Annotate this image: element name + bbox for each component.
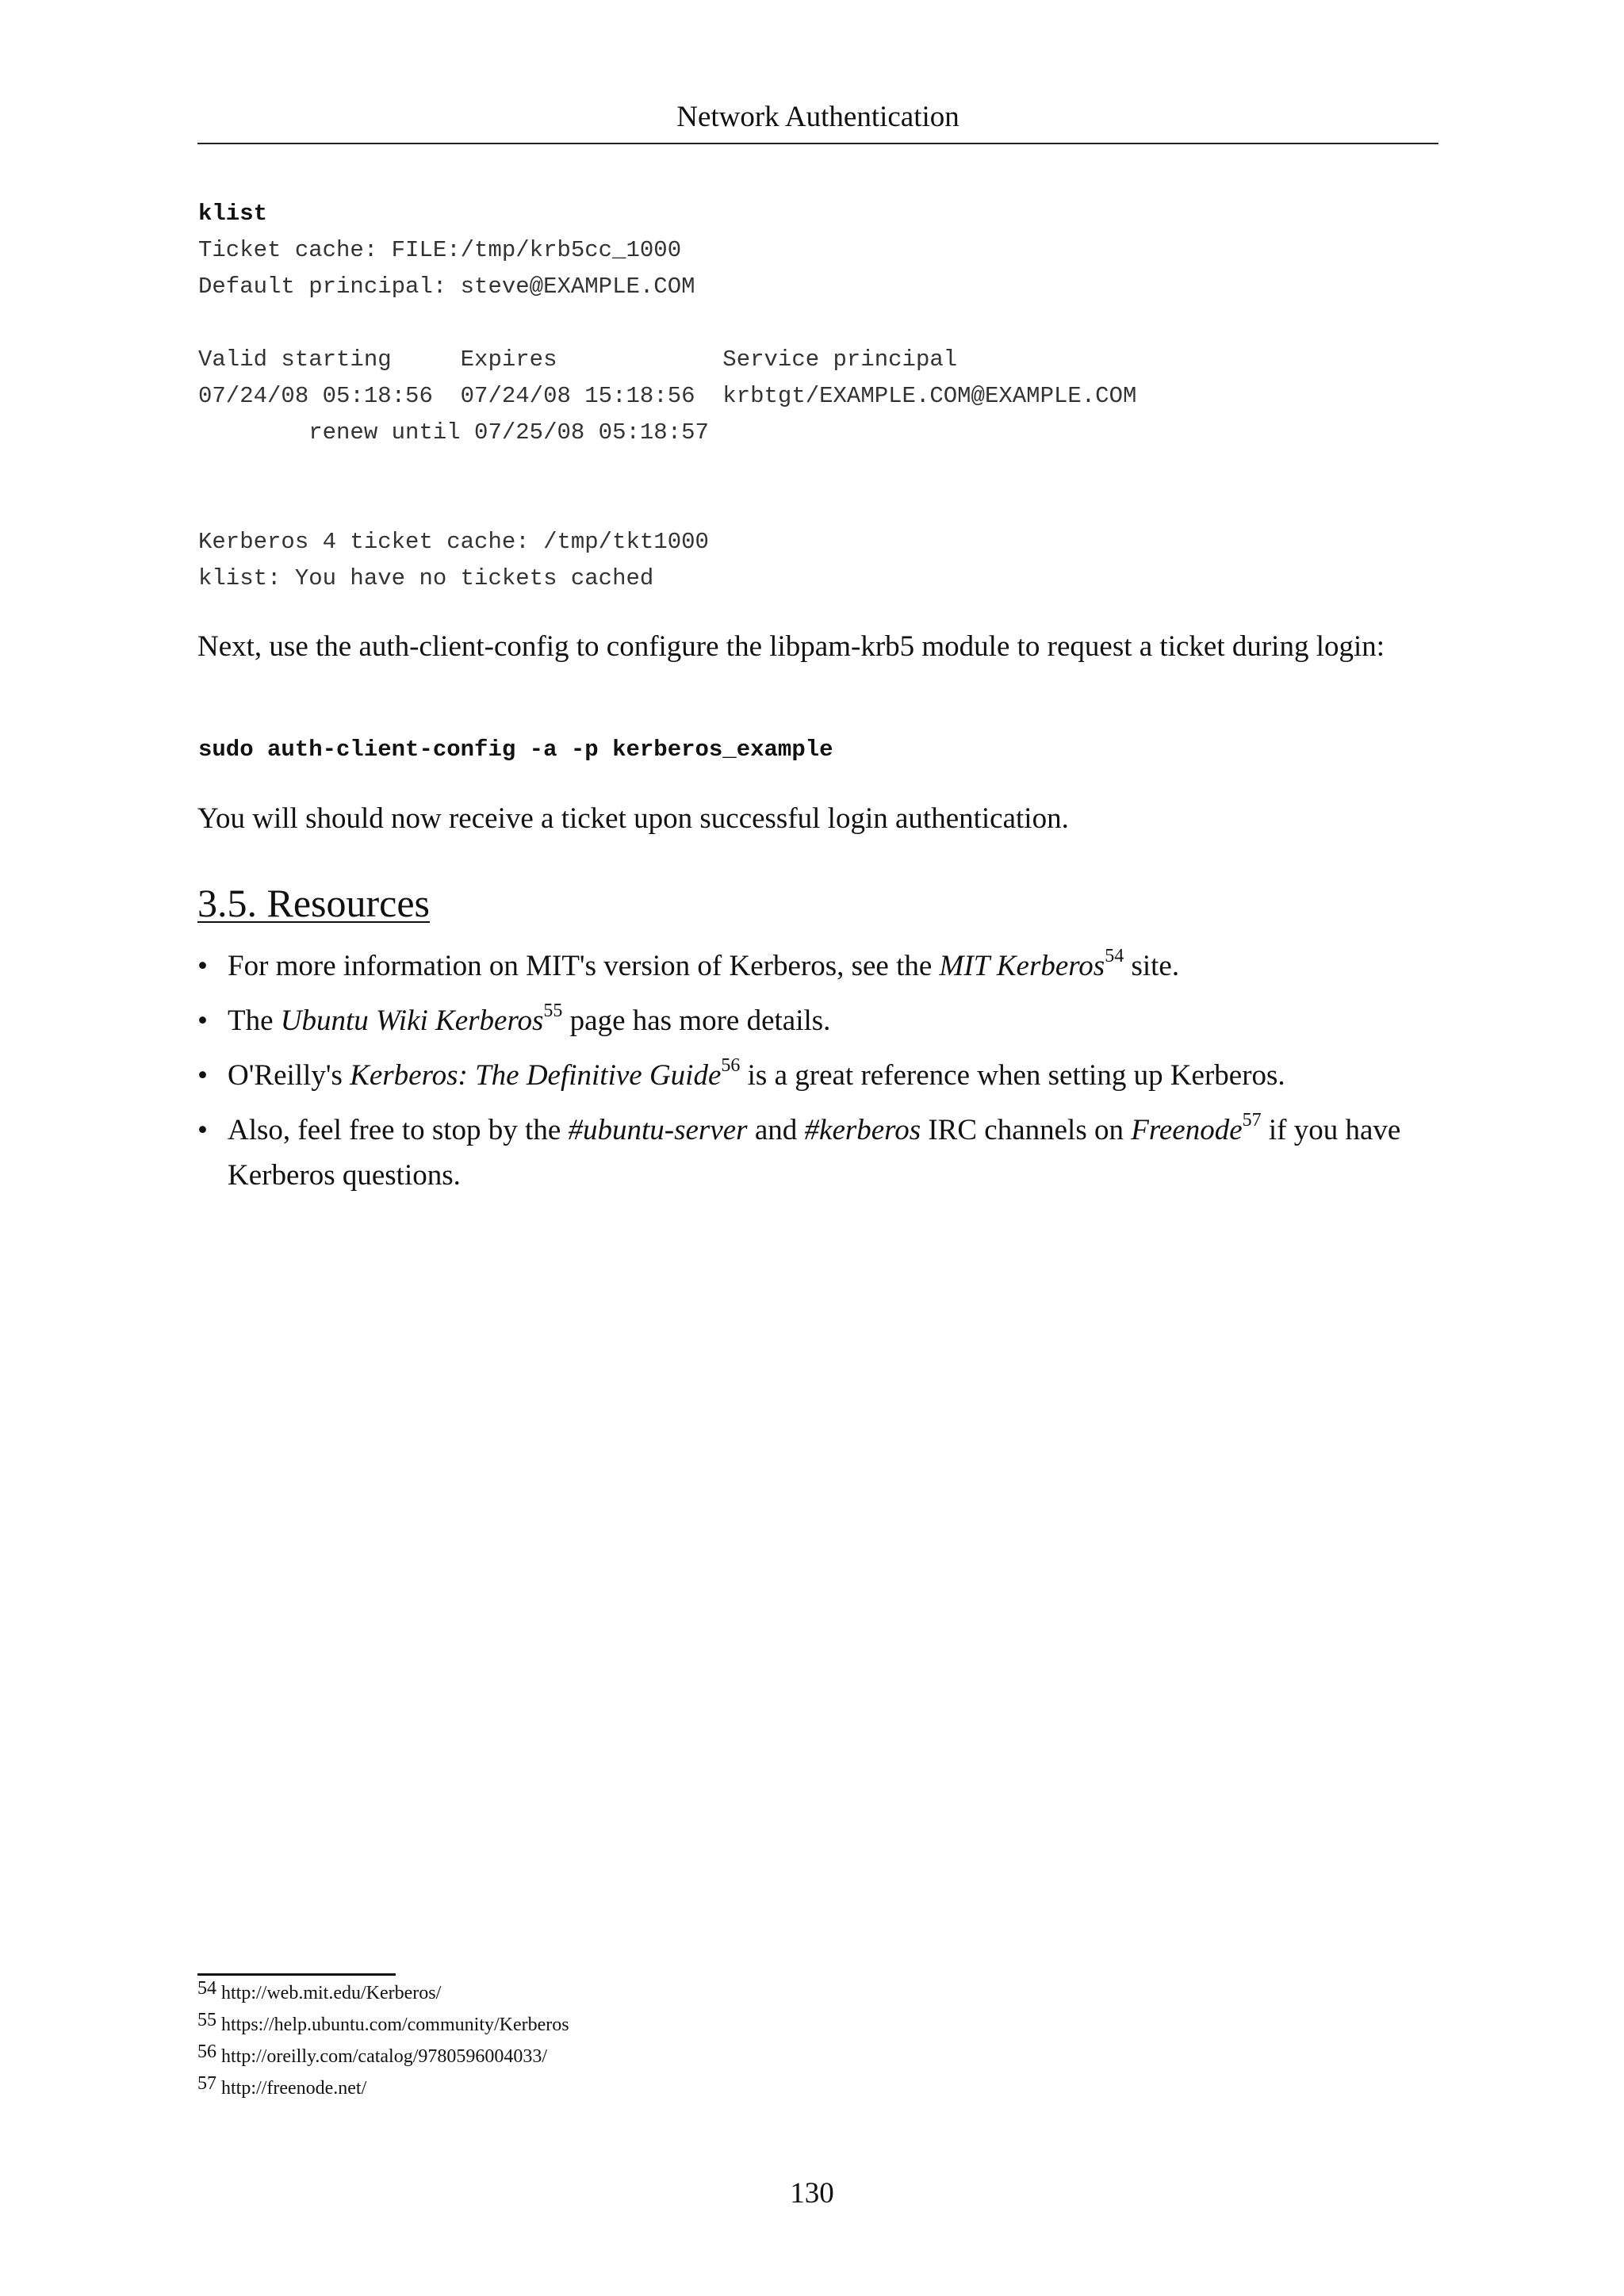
footnote — [197, 2041, 547, 2072]
code-line: Default principal: steve@EXAMPLE.COM — [198, 274, 695, 300]
footnote-url[interactable]: http://freenode.net/ — [221, 2078, 367, 2099]
code-line: 07/24/08 05:18:56 07/24/08 15:18:56 krbtgt/EXAMPLE.COM@EXAMPLE.COM — [198, 383, 1137, 409]
bullet-dot: • — [197, 1004, 208, 1037]
running-header: Network Authentication — [676, 101, 959, 133]
footnote-url[interactable]: https://help.ubuntu.com/community/Kerberos — [221, 2015, 569, 2035]
footnote-url[interactable]: http://oreilly.com/catalog/9780596004033/ — [221, 2046, 548, 2067]
footnote-ref[interactable]: 56 — [721, 1054, 741, 1076]
list-item-text: For more information on MIT's version of Kerberos, see the MIT Kerberos$^{54}$ site. — [228, 945, 1180, 982]
code-line: Kerberos 4 ticket cache: /tmp/tkt1000 — [198, 529, 709, 555]
code-command-auth-client-config: sudo auth-client-config -a -p kerberos_example — [198, 737, 833, 763]
link-kerberos-definitive-guide[interactable]: Kerberos: The Definitive Guide — [350, 1059, 722, 1092]
footnote — [197, 2072, 366, 2104]
list-item-text: Also, feel free to stop by the #ubuntu-server and #kerberos IRC channels on Freenode$^{57}$ if you have Kerberos questions. — [228, 1109, 1401, 1192]
link-mit-kerberos[interactable]: MIT Kerberos — [939, 950, 1105, 982]
footnote — [197, 1977, 441, 2009]
footnote-ref[interactable]: 54 — [1105, 945, 1124, 966]
code-command-klist: klist — [198, 201, 268, 227]
footnote-number: 57 — [197, 2073, 216, 2094]
body-paragraph: You will should now receive a ticket upon successful login authentication. — [197, 802, 1069, 835]
footnote-rule — [197, 1973, 396, 1976]
header-rule — [197, 143, 1438, 144]
footnote-number: 56 — [197, 2042, 216, 2062]
footnote-ref[interactable]: 57 — [1242, 1109, 1262, 1131]
link-freenode[interactable]: Freenode — [1131, 1114, 1243, 1146]
footnote-number: 54 — [197, 1978, 216, 1999]
footnote — [197, 2009, 569, 2041]
footnote-url[interactable]: http://web.mit.edu/Kerberos/ — [221, 1983, 442, 2003]
list-item-text: O'Reilly's Kerberos: The Definitive Guide$^{56}$ is a great reference when setting up Kerberos. — [228, 1054, 1285, 1092]
code-line: Ticket cache: FILE:/tmp/krb5cc_1000 — [198, 237, 682, 263]
section-title: 3.5. Resources — [197, 881, 430, 925]
bullet-dot: • — [197, 1114, 208, 1146]
code-line: Valid starting Expires Service principal — [198, 346, 958, 373]
list-item-text: The Ubuntu Wiki Kerberos$^{55}$ page has more details. — [228, 1000, 831, 1037]
body-paragraph: Next, use the auth-client-config to configure the libpam-krb5 module to request a ticket during login: — [197, 630, 1385, 663]
code-line: renew until 07/25/08 05:18:57 — [198, 419, 709, 446]
footnote-number: 55 — [197, 2010, 216, 2030]
irc-channel-ubuntu-server: #ubuntu-server — [568, 1114, 748, 1146]
bullet-dot: • — [197, 950, 208, 982]
code-line: klist: You have no tickets cached — [198, 565, 654, 591]
footnote-ref[interactable]: 55 — [543, 1000, 563, 1021]
link-ubuntu-wiki-kerberos[interactable]: Ubuntu Wiki Kerberos — [280, 1004, 544, 1037]
page-number: 130 — [790, 2177, 834, 2210]
irc-channel-kerberos: #kerberos — [804, 1114, 921, 1146]
bullet-dot: • — [197, 1059, 208, 1092]
